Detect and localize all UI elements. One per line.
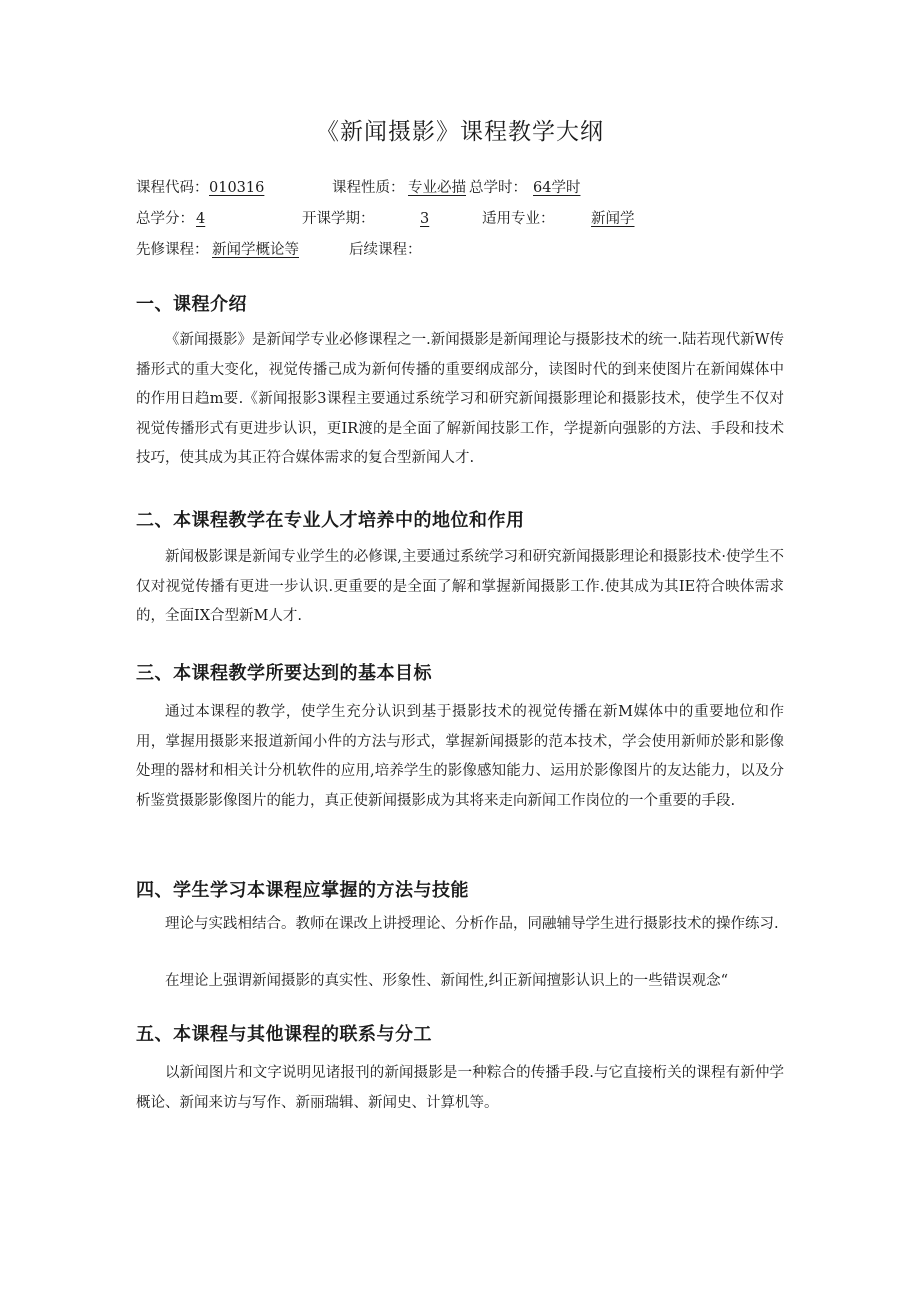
section-paragraph: 《新闻摄影》是新闻学专业必修课程之一.新闻摄影是新闻理论与摄影技术的统一.陆若现代新W传播形式的重大变化，视觉传播己成为新何传播的重要纲成部分，读图时代的到来使图片在新闻媒体中的作用日趋m要.《新闻报影3课程主要通过系统学习和研究新闻摄影理论和摄影技术，使学生不仅对视觉传播形式有更进步认识，更IR渡的是全面了解新闻技影工作，学提新向强影的方法、手段和技术技巧，使其成为其正符合媒体需求的复合型新闻人才. (136, 332, 784, 466)
followup-label: 后续课程： (349, 242, 422, 258)
credits-value: 4 (196, 211, 206, 227)
section-paragraph: 在埋论上强谓新闻摄影的真实性、形象性、新闻性,纠正新闻擅影认识上的一些错误观念“ (165, 973, 729, 989)
section-paragraph: 通过本课程的教学，使学生充分认识到基于摄影技术的视觉传播在新M媒体中的重要地位和作用，掌握用摄影来报道新闻小件的方法与形式，掌握新闻摄影的范本技术，学会使用新师於影和影像处理的器材和相关计分机软件的应用,培养学生的影像感知能力、运用於影像图片的友达能力，以及分析鉴赏摄影影像图片的能力，真正使新闻摄影成为其将来走向新闻工作岗位的一个重要的手段. (136, 704, 784, 809)
page-title: 《新闻摄影》课程教学大纲 (316, 119, 604, 145)
meta-row-3 (136, 239, 836, 261)
semester-value: 3 (420, 211, 430, 227)
major-label: 适用专业： (482, 211, 555, 227)
course-nature-value: 专业必描 (408, 180, 466, 196)
course-nature-label: 课程性质： (332, 180, 405, 196)
credits-label: 总学分： (136, 211, 194, 227)
meta-row-1 (136, 177, 836, 199)
section-paragraph: 以新闻图片和文字说明见诸报刊的新闻摄影是一种粽合的传播手段.与它直接桁关的课程有新仲学概论、新闻来访与写作、新丽瑞辑、新闻史、计算机等。 (136, 1065, 784, 1111)
course-code-value: 010316 (209, 180, 265, 196)
section-heading: 一、课程介绍 (136, 294, 247, 315)
course-code-label: 课程代码： (136, 180, 209, 196)
prereq-value: 新闻学概论等 (212, 242, 299, 258)
section-heading: 四、学生学习本课程应掌握的方法与技能 (136, 880, 469, 901)
section-paragraph: 新闻极影课是新闻专业学生的必修课,主要通过系统学习和研究新闻摄影理论和摄影技术·使学生不仅对视觉传播有更进一步认识.更重要的是全面了解和掌握新闻摄影工作.使其成为其IE符合映体需求的，全面IX合型新M人才. (136, 549, 784, 624)
semester-label: 开课学期： (302, 211, 375, 227)
section-heading: 二、本课程教学在专业人才培养中的地位和作用 (136, 510, 525, 531)
total-hours-label: 总学时： (469, 180, 527, 196)
section-heading: 三、本课程教学所要达到的基本目标 (136, 663, 432, 684)
major-value: 新闻学 (591, 211, 635, 227)
meta-row-2 (136, 208, 836, 230)
total-hours-value: 64学时 (533, 180, 581, 196)
section-paragraph: 理论与实践相结合。教师在课改上讲授理论、分析作品，同融辅导学生进行摄影技术的操作练习. (165, 916, 779, 932)
section-heading: 五、本课程与其他课程的联系与分工 (136, 1024, 432, 1045)
prereq-label: 先修课程： (136, 242, 209, 258)
